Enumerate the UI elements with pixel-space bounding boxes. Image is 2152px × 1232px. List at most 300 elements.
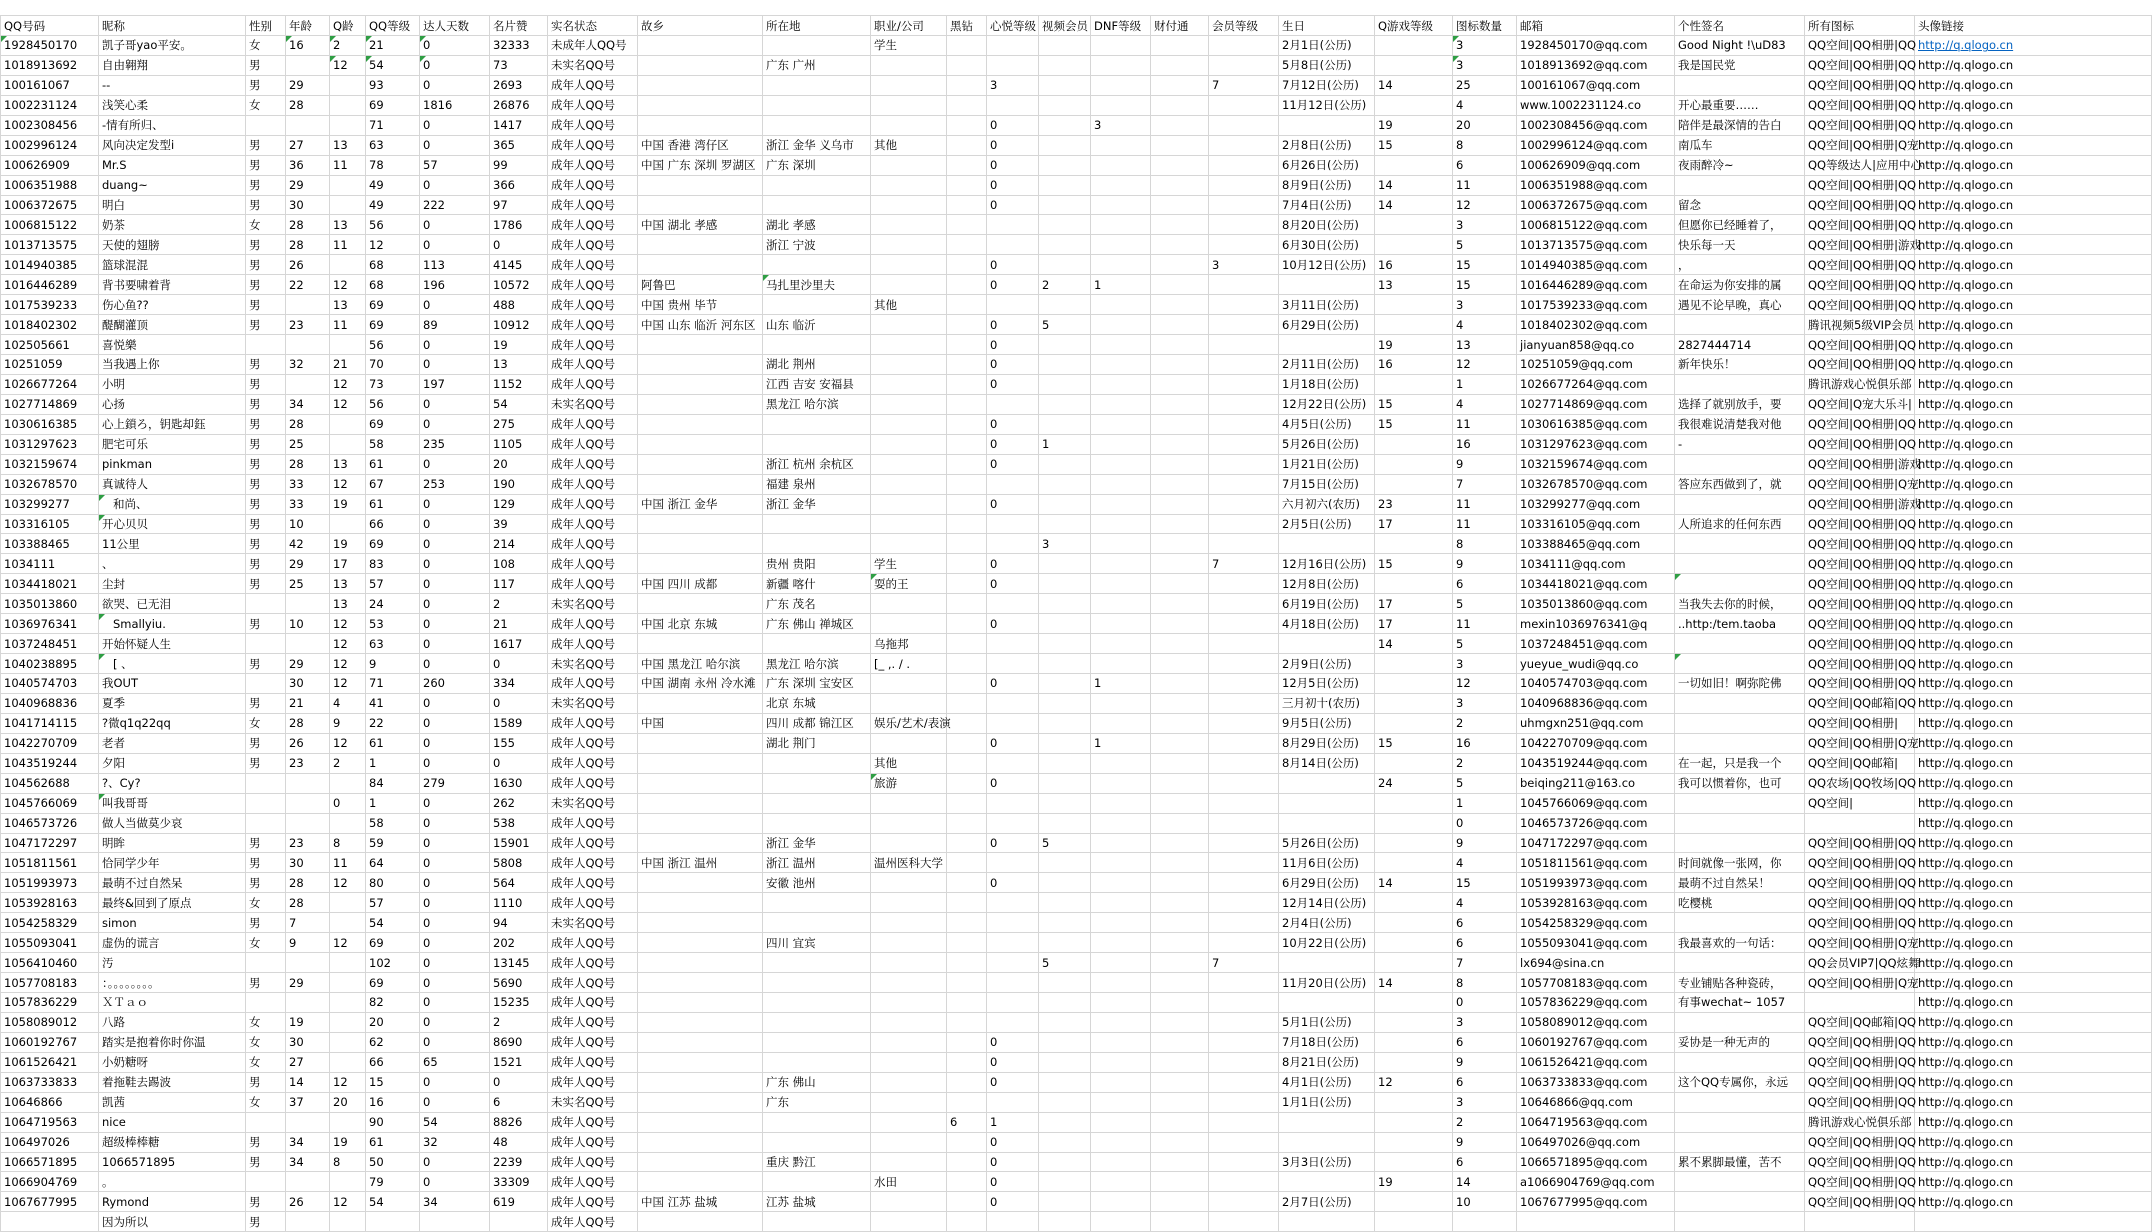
cell-level[interactable]: 64 [366,853,420,873]
cell-video[interactable] [1039,135,1091,155]
cell-vip[interactable] [1209,55,1279,75]
cell-hometown[interactable]: 中国 香港 湾仔区 [638,135,763,155]
cell-daren[interactable]: 0 [420,634,490,654]
cell-dnf[interactable] [1091,893,1151,913]
cell-avatar[interactable]: http://q.qlogo.cn [1915,793,2152,813]
cell-qage[interactable]: 11 [330,853,366,873]
cell-nick[interactable]: ＸＴａｏ [99,993,246,1013]
cell-qgame[interactable]: 19 [1375,335,1453,355]
cell-icons[interactable]: 6 [1453,1152,1517,1172]
cell-daren[interactable] [420,1212,490,1232]
cell-birthday[interactable] [1279,1172,1375,1192]
cell-qage[interactable] [330,95,366,115]
cell-gender[interactable]: 男 [246,913,286,933]
cell-realname[interactable]: 成年人QQ号 [548,374,638,394]
cell-sig[interactable]: 我最喜欢的一句话： [1675,933,1805,953]
cell-caifutong[interactable] [1151,295,1209,315]
cell-level[interactable]: 69 [366,295,420,315]
cell-allicons[interactable]: QQ空间|QQ相册|Q宠 [1805,474,1915,494]
cell-age[interactable] [286,295,330,315]
cell-email[interactable] [1517,1212,1675,1232]
cell-level[interactable] [366,1212,420,1232]
cell-avatar[interactable]: http://q.qlogo.cn [1915,155,2152,175]
cell-job[interactable]: [_ ,. / . [871,654,947,674]
cell-qage[interactable]: 12 [330,733,366,753]
cell-vip[interactable] [1209,1052,1279,1072]
cell-age[interactable]: 22 [286,275,330,295]
cell-job[interactable]: 其他 [871,753,947,773]
cell-qq[interactable]: 1031297623 [1,434,99,454]
cell-caifutong[interactable] [1151,315,1209,335]
cell-daren[interactable]: 0 [420,394,490,414]
cell-daren[interactable]: 1816 [420,95,490,115]
cell-avatar[interactable]: http://q.qlogo.cn [1915,414,2152,434]
cell-caifutong[interactable] [1151,713,1209,733]
cell-gender[interactable]: 男 [246,654,286,674]
cell-realname[interactable]: 成年人QQ号 [548,853,638,873]
cell-dnf[interactable] [1091,773,1151,793]
cell-avatar[interactable]: http://q.qlogo.cn [1915,315,2152,335]
cell-allicons[interactable]: QQ空间|QQ相册|QQ [1805,893,1915,913]
cell-birthday[interactable]: 1月1日(公历) [1279,1092,1375,1112]
cell-icons[interactable]: 11 [1453,614,1517,634]
cell-nick[interactable]: 小奶糖呀 [99,1052,246,1072]
cell-daren[interactable]: 0 [420,534,490,554]
cell-job[interactable] [871,1052,947,1072]
cell-nick[interactable]: 恰同学少年 [99,853,246,873]
cell-hometown[interactable] [638,414,763,434]
cell-birthday[interactable]: 10月22日(公历) [1279,933,1375,953]
cell-job[interactable] [871,873,947,893]
cell-location[interactable]: 浙江 宁波 [763,235,871,255]
cell-hometown[interactable] [638,1132,763,1152]
cell-realname[interactable]: 未实名QQ号 [548,594,638,614]
cell-allicons[interactable]: QQ空间|QQ邮箱|QQ [1805,1012,1915,1032]
cell-zan[interactable]: 99 [490,155,548,175]
cell-vip[interactable] [1209,374,1279,394]
cell-realname[interactable]: 成年人QQ号 [548,1012,638,1032]
cell-birthday[interactable]: 6月30日(公历) [1279,235,1375,255]
cell-heizuan[interactable] [947,1032,987,1052]
cell-hometown[interactable] [638,594,763,614]
cell-level[interactable]: 22 [366,713,420,733]
cell-avatar[interactable]: http://q.qlogo.cn [1915,833,2152,853]
cell-realname[interactable]: 成年人QQ号 [548,674,638,694]
cell-qgame[interactable]: 17 [1375,594,1453,614]
cell-location[interactable]: 江西 吉安 安福县 [763,374,871,394]
cell-level[interactable]: 57 [366,893,420,913]
cell-sig[interactable] [1675,574,1805,594]
cell-zan[interactable]: 48 [490,1132,548,1152]
cell-age[interactable]: 28 [286,235,330,255]
cell-avatar[interactable]: http://q.qlogo.cn [1915,275,2152,295]
cell-job[interactable] [871,534,947,554]
cell-age[interactable] [286,813,330,833]
column-header-age[interactable]: 年龄 [286,16,330,36]
cell-video[interactable] [1039,155,1091,175]
cell-gender[interactable] [246,335,286,355]
cell-location[interactable] [763,1112,871,1132]
cell-job[interactable]: 学生 [871,36,947,56]
cell-vip[interactable] [1209,893,1279,913]
cell-birthday[interactable]: 2月4日(公历) [1279,913,1375,933]
cell-vip[interactable] [1209,574,1279,594]
cell-allicons[interactable]: QQ空间|QQ相册| [1805,713,1915,733]
cell-nick[interactable]: ?微q1q22qq [99,713,246,733]
cell-qgame[interactable] [1375,693,1453,713]
cell-hometown[interactable] [638,394,763,414]
cell-nick[interactable]: 叫我哥哥 [99,793,246,813]
cell-video[interactable] [1039,1172,1091,1192]
cell-caifutong[interactable] [1151,1092,1209,1112]
cell-gender[interactable]: 女 [246,713,286,733]
cell-video[interactable] [1039,693,1091,713]
cell-sig[interactable] [1675,654,1805,674]
cell-avatar[interactable]: http://q.qlogo.cn [1915,1012,2152,1032]
cell-job[interactable] [871,55,947,75]
cell-video[interactable]: 2 [1039,275,1091,295]
cell-zan[interactable]: 32333 [490,36,548,56]
cell-vip[interactable] [1209,873,1279,893]
cell-job[interactable] [871,1212,947,1232]
cell-hometown[interactable] [638,813,763,833]
cell-sig[interactable]: 答应东西做到了，就 [1675,474,1805,494]
cell-heizuan[interactable] [947,713,987,733]
cell-daren[interactable]: 0 [420,36,490,56]
cell-icons[interactable]: 14 [1453,1172,1517,1192]
cell-nick[interactable]: 虚伪的谎言 [99,933,246,953]
cell-qage[interactable] [330,893,366,913]
cell-video[interactable] [1039,374,1091,394]
cell-nick[interactable]: 夕阳 [99,753,246,773]
cell-zan[interactable]: 108 [490,554,548,574]
cell-xinyue[interactable] [987,235,1039,255]
column-header-avatar[interactable]: 头像链接 [1915,16,2152,36]
column-header-email[interactable]: 邮箱 [1517,16,1675,36]
cell-heizuan[interactable] [947,973,987,993]
cell-age[interactable] [286,1112,330,1132]
cell-icons[interactable]: 3 [1453,654,1517,674]
cell-gender[interactable]: 男 [246,853,286,873]
cell-icons[interactable]: 9 [1453,454,1517,474]
cell-icons[interactable]: 9 [1453,554,1517,574]
cell-level[interactable]: 80 [366,873,420,893]
cell-sig[interactable] [1675,793,1805,813]
column-header-qq[interactable]: QQ号码 [1,16,99,36]
cell-dnf[interactable] [1091,534,1151,554]
cell-nick[interactable]: 我OUT [99,674,246,694]
cell-hometown[interactable] [638,554,763,574]
cell-level[interactable]: 93 [366,75,420,95]
cell-avatar[interactable]: http://q.qlogo.cn [1915,235,2152,255]
cell-hometown[interactable] [638,335,763,355]
cell-xinyue[interactable]: 0 [987,1072,1039,1092]
cell-qage[interactable]: 12 [330,933,366,953]
cell-birthday[interactable]: 6月19日(公历) [1279,594,1375,614]
cell-daren[interactable]: 0 [420,494,490,514]
cell-qgame[interactable] [1375,235,1453,255]
cell-xinyue[interactable] [987,654,1039,674]
cell-video[interactable] [1039,554,1091,574]
cell-avatar[interactable]: http://q.qlogo.cn [1915,973,2152,993]
cell-job[interactable] [871,1192,947,1212]
cell-location[interactable]: 广东 深圳 [763,155,871,175]
cell-nick[interactable]: 因为所以 [99,1212,246,1232]
cell-qq[interactable]: 1057708183 [1,973,99,993]
cell-caifutong[interactable] [1151,235,1209,255]
cell-xinyue[interactable] [987,1092,1039,1112]
cell-heizuan[interactable] [947,335,987,355]
cell-avatar[interactable]: http://q.qlogo.cn [1915,1092,2152,1112]
cell-zan[interactable]: 117 [490,574,548,594]
cell-birthday[interactable]: 12月22日(公历) [1279,394,1375,414]
cell-email[interactable]: yueyue_wudi@qq.co [1517,654,1675,674]
cell-xinyue[interactable]: 0 [987,175,1039,195]
cell-vip[interactable] [1209,115,1279,135]
cell-allicons[interactable]: QQ空间|QQ相册|QQ [1805,654,1915,674]
cell-video[interactable] [1039,1132,1091,1152]
cell-video[interactable] [1039,195,1091,215]
cell-icons[interactable]: 11 [1453,514,1517,534]
cell-realname[interactable]: 未成年人QQ号 [548,36,638,56]
cell-location[interactable] [763,95,871,115]
cell-qq[interactable]: 1040574703 [1,674,99,694]
column-header-qgame[interactable]: Q游戏等级 [1375,16,1453,36]
cell-realname[interactable]: 成年人QQ号 [548,1172,638,1192]
cell-icons[interactable]: 6 [1453,1072,1517,1092]
cell-heizuan[interactable] [947,1092,987,1112]
cell-dnf[interactable] [1091,434,1151,454]
cell-qq[interactable]: 1014940385 [1,255,99,275]
cell-video[interactable] [1039,55,1091,75]
cell-caifutong[interactable] [1151,115,1209,135]
cell-job[interactable]: 其他 [871,295,947,315]
cell-heizuan[interactable] [947,674,987,694]
cell-job[interactable] [871,833,947,853]
cell-nick[interactable]: 开始怀疑人生 [99,634,246,654]
cell-job[interactable] [871,1032,947,1052]
cell-location[interactable]: 黑龙江 哈尔滨 [763,394,871,414]
cell-zan[interactable]: 10912 [490,315,548,335]
cell-xinyue[interactable] [987,474,1039,494]
cell-zan[interactable]: 8826 [490,1112,548,1132]
cell-qgame[interactable]: 15 [1375,394,1453,414]
cell-video[interactable] [1039,414,1091,434]
cell-location[interactable]: 广东 深圳 宝安区 [763,674,871,694]
cell-job[interactable] [871,1012,947,1032]
cell-gender[interactable]: 男 [246,454,286,474]
cell-hometown[interactable] [638,1012,763,1032]
cell-age[interactable]: 29 [286,973,330,993]
cell-sig[interactable]: 南瓜车 [1675,135,1805,155]
column-header-nick[interactable]: 昵称 [99,16,246,36]
cell-birthday[interactable]: 4月5日(公历) [1279,414,1375,434]
cell-level[interactable]: 68 [366,275,420,295]
cell-caifutong[interactable] [1151,773,1209,793]
cell-allicons[interactable]: QQ空间|QQ相册|QQ [1805,1132,1915,1152]
cell-vip[interactable] [1209,913,1279,933]
cell-allicons[interactable]: QQ空间|QQ相册|游戏 [1805,494,1915,514]
cell-location[interactable]: 北京 东城 [763,693,871,713]
cell-heizuan[interactable] [947,654,987,674]
cell-icons[interactable]: 15 [1453,873,1517,893]
cell-hometown[interactable] [638,753,763,773]
cell-icons[interactable]: 5 [1453,773,1517,793]
cell-dnf[interactable] [1091,55,1151,75]
cell-hometown[interactable]: 中国 江苏 盐城 [638,1192,763,1212]
cell-email[interactable]: 1034418021@qq.com [1517,574,1675,594]
cell-zan[interactable]: 366 [490,175,548,195]
cell-email[interactable]: 1057708183@qq.com [1517,973,1675,993]
cell-dnf[interactable] [1091,1172,1151,1192]
cell-heizuan[interactable] [947,554,987,574]
cell-age[interactable] [286,115,330,135]
cell-location[interactable]: 马扎里沙里夫 [763,275,871,295]
cell-zan[interactable]: 33309 [490,1172,548,1192]
cell-qage[interactable] [330,1012,366,1032]
cell-icons[interactable]: 1 [1453,374,1517,394]
cell-age[interactable]: 26 [286,733,330,753]
cell-video[interactable] [1039,614,1091,634]
cell-video[interactable] [1039,1072,1091,1092]
cell-sig[interactable]: 快乐每一天 [1675,235,1805,255]
cell-job[interactable] [871,235,947,255]
cell-dnf[interactable]: 1 [1091,275,1151,295]
cell-avatar[interactable]: http://q.qlogo.cn [1915,594,2152,614]
cell-icons[interactable]: 4 [1453,315,1517,335]
cell-location[interactable] [763,1012,871,1032]
cell-sig[interactable]: 时间就像一张网，你 [1675,853,1805,873]
cell-email[interactable]: 1037248451@qq.com [1517,634,1675,654]
cell-realname[interactable]: 成年人QQ号 [548,155,638,175]
cell-nick[interactable]: 踏实是抱着你时你温 [99,1032,246,1052]
cell-realname[interactable]: 未实名QQ号 [548,913,638,933]
cell-realname[interactable]: 未实名QQ号 [548,55,638,75]
cell-gender[interactable]: 女 [246,95,286,115]
cell-level[interactable]: 84 [366,773,420,793]
cell-location[interactable] [763,414,871,434]
cell-sig[interactable] [1675,1112,1805,1132]
cell-qage[interactable]: 11 [330,155,366,175]
cell-dnf[interactable] [1091,594,1151,614]
cell-level[interactable]: 56 [366,394,420,414]
cell-caifutong[interactable] [1151,135,1209,155]
cell-avatar[interactable]: http://q.qlogo.cn [1915,1192,2152,1212]
cell-email[interactable]: jianyuan858@qq.co [1517,335,1675,355]
cell-sig[interactable] [1675,454,1805,474]
cell-dnf[interactable] [1091,853,1151,873]
cell-vip[interactable] [1209,1112,1279,1132]
cell-allicons[interactable]: QQ空间|QQ相册|QQ [1805,75,1915,95]
cell-nick[interactable]: 夏季 [99,693,246,713]
cell-daren[interactable]: 57 [420,155,490,175]
cell-job[interactable] [871,913,947,933]
cell-job[interactable] [871,693,947,713]
cell-caifutong[interactable] [1151,973,1209,993]
cell-sig[interactable] [1675,634,1805,654]
cell-job[interactable] [871,1152,947,1172]
cell-level[interactable]: 69 [366,414,420,434]
cell-xinyue[interactable]: 0 [987,1172,1039,1192]
cell-zan[interactable]: 8690 [490,1032,548,1052]
cell-icons[interactable] [1453,1212,1517,1232]
cell-caifutong[interactable] [1151,1152,1209,1172]
cell-qq[interactable]: 1035013860 [1,594,99,614]
cell-daren[interactable]: 0 [420,973,490,993]
cell-xinyue[interactable] [987,295,1039,315]
cell-hometown[interactable]: 阿鲁巴 [638,275,763,295]
cell-job[interactable] [871,414,947,434]
cell-vip[interactable] [1209,275,1279,295]
cell-level[interactable]: 70 [366,355,420,375]
cell-realname[interactable]: 成年人QQ号 [548,175,638,195]
cell-qage[interactable]: 13 [330,135,366,155]
cell-gender[interactable]: 男 [246,255,286,275]
cell-birthday[interactable]: 2月1日(公历) [1279,36,1375,56]
cell-avatar[interactable]: http://q.qlogo.cn [1915,474,2152,494]
cell-realname[interactable]: 成年人QQ号 [548,1132,638,1152]
cell-zan[interactable]: 54 [490,394,548,414]
cell-hometown[interactable]: 中国 四川 成都 [638,574,763,594]
cell-realname[interactable]: 成年人QQ号 [548,1072,638,1092]
cell-location[interactable] [763,534,871,554]
cell-location[interactable] [763,1172,871,1192]
cell-video[interactable] [1039,574,1091,594]
cell-qq[interactable]: 1032678570 [1,474,99,494]
cell-allicons[interactable]: QQ空间|QQ相册|QQ [1805,514,1915,534]
cell-allicons[interactable]: QQ等级达人|应用中心 [1805,155,1915,175]
cell-zan[interactable]: 0 [490,235,548,255]
cell-qage[interactable] [330,973,366,993]
cell-gender[interactable]: 女 [246,1092,286,1112]
cell-birthday[interactable]: 2月9日(公历) [1279,654,1375,674]
cell-avatar[interactable]: http://q.qlogo.cn [1915,614,2152,634]
cell-icons[interactable]: 4 [1453,394,1517,414]
cell-allicons[interactable]: QQ空间|QQ相册|QQ [1805,434,1915,454]
column-header-xinyue[interactable]: 心悦等级 [987,16,1039,36]
cell-zan[interactable]: 6 [490,1092,548,1112]
cell-vip[interactable]: 3 [1209,255,1279,275]
cell-allicons[interactable]: QQ空间|QQ相册|QQ [1805,215,1915,235]
cell-hometown[interactable] [638,893,763,913]
cell-xinyue[interactable]: 0 [987,155,1039,175]
cell-avatar[interactable]: http://q.qlogo.cn [1915,135,2152,155]
cell-age[interactable]: 26 [286,255,330,275]
cell-hometown[interactable] [638,1172,763,1192]
cell-realname[interactable]: 成年人QQ号 [548,414,638,434]
cell-gender[interactable]: 男 [246,394,286,414]
cell-job[interactable] [871,674,947,694]
cell-video[interactable] [1039,474,1091,494]
cell-job[interactable] [871,374,947,394]
cell-birthday[interactable]: 2月11日(公历) [1279,355,1375,375]
cell-qage[interactable] [330,1032,366,1052]
cell-location[interactable] [763,175,871,195]
cell-allicons[interactable]: QQ空间|QQ相册|QQ [1805,674,1915,694]
cell-zan[interactable]: 5690 [490,973,548,993]
cell-allicons[interactable]: QQ空间|Q宠大乐斗| [1805,394,1915,414]
cell-icons[interactable]: 3 [1453,295,1517,315]
cell-heizuan[interactable] [947,255,987,275]
cell-icons[interactable]: 0 [1453,813,1517,833]
cell-qage[interactable] [330,913,366,933]
cell-vip[interactable] [1209,693,1279,713]
cell-avatar[interactable] [1915,36,2152,56]
cell-vip[interactable] [1209,813,1279,833]
cell-icons[interactable]: 9 [1453,1052,1517,1072]
cell-heizuan[interactable] [947,414,987,434]
cell-location[interactable] [763,813,871,833]
